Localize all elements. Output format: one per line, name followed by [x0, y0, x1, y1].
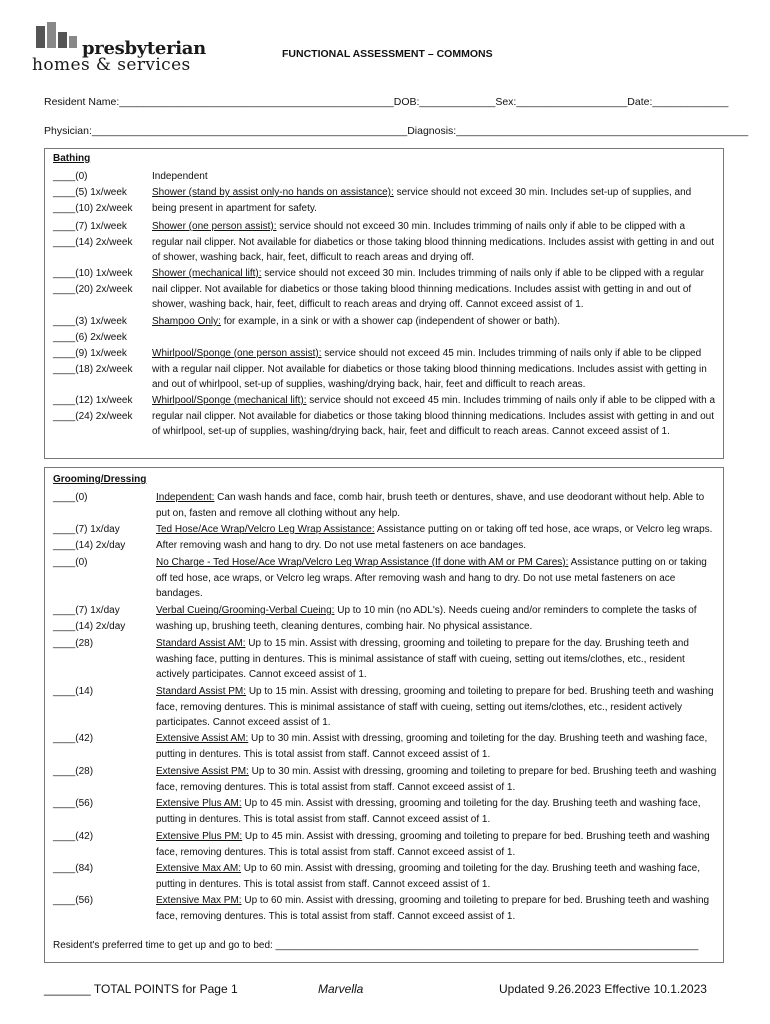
footer-updated: Updated 9.26.2023 Effective 10.1.2023: [499, 982, 707, 996]
grooming-title: Grooming/Dressing: [53, 474, 147, 485]
grooming-pts-2: ____(0): [53, 557, 88, 568]
bathing-title: Bathing: [53, 153, 91, 164]
grooming-pts-11: ____(56): [53, 895, 94, 906]
physician-line: Physician:______________________________________________________Diagnosis:__________________________________________________: [44, 125, 749, 137]
bathing-pts-5: ____(9) 1x/week ____(18) 2x/week: [53, 348, 133, 375]
grooming-pts-4: ____(28): [53, 638, 94, 649]
total-points: _______ TOTAL POINTS for Page 1: [44, 982, 238, 996]
grooming-pts-0: ____(0): [53, 492, 88, 503]
bathing-pts-6: ____(12) 1x/week ____(24) 2x/week: [53, 395, 133, 422]
bathing-pts-0: ____(0): [53, 171, 88, 182]
grooming-pts-8: ____(56): [53, 798, 94, 809]
grooming-item-7: Extensive Assist PM: Up to 30 min. Assist with dressing, grooming and toileting to prepare for bed. Brushing teeth and washing face, removing dentures. This is total assist from staff. Cannot exceed assist of 1.: [156, 766, 717, 793]
bathing-item-1: Shower (stand by assist only-no hands on assistance): service should not exceed 30 min. Includes set-up of supplies, and being present in apartment for safety.: [152, 187, 692, 214]
logo-line2: homes & services: [32, 55, 191, 75]
company-logo: [32, 22, 206, 78]
footer-facility: Marvella: [318, 982, 364, 996]
bathing-item-3: Shower (mechanical lift): service should not exceed 30 min. Includes trimming of nails only if able to be clipped with a regular nail clipper. Not available for diabetics or those taking blood thinning medications. Includes assist with getting in and out of shower, washing back, hair, feet, difficult to reach areas and drying off. Cannot exceed assist of 1.: [152, 268, 704, 311]
bathing-item-2: Shower (one person assist): service should not exceed 30 min. Includes trimming of nails only if able to be clipped with a regular nail clipper. Not available for diabetics or those taking blood thinning medications. Includes assist with getting in and out of shower, washing back, hair, feet, difficult to reach areas and drying off.: [152, 221, 714, 264]
grooming-section: [44, 467, 724, 963]
grooming-item-4: Standard Assist AM: Up to 15 min. Assist with dressing, grooming and toileting to prepare for the day. Brushing teeth and washing face, putting in dentures. This is minimal assistance of staff with cueing, setting out items/clothes, etc., resident actively participates. Cannot exceed assist of 1.: [156, 638, 689, 681]
grooming-item-6: Extensive Assist AM: Up to 30 min. Assist with dressing, grooming and toileting for the day. Brushing teeth and washing face, putting in dentures. This is total assist from staff. Cannot exceed assist of 1.: [156, 733, 708, 760]
grooming-pts-1: ____(7) 1x/day ____(14) 2x/day: [53, 524, 126, 551]
grooming-pts-9: ____(42): [53, 831, 94, 842]
bathing-pts-1: ____(5) 1x/week ____(10) 2x/week: [53, 187, 133, 214]
document-title: FUNCTIONAL ASSESSMENT – COMMONS: [282, 48, 493, 60]
logo-line1: presbyterian: [82, 38, 206, 59]
grooming-item-1: Ted Hose/Ace Wrap/Velcro Leg Wrap Assistance: Assistance putting on or taking off ted hose, ace wraps, or Velcro leg wraps. After removing wash and hang to dry. Do not use metal fasteners on ace bandages.: [156, 524, 713, 551]
bathing-pts-3: ____(10) 1x/week ____(20) 2x/week: [53, 268, 133, 295]
grooming-item-8: Extensive Plus AM: Up to 45 min. Assist with dressing, grooming and toileting for the day. Brushing teeth and washing face, putting in dentures. This is total assist from staff. Cannot exceed assist of 1.: [156, 798, 701, 825]
bathing-item-6: Whirlpool/Sponge (mechanical lift): service should not exceed 45 min. Includes trimming of nails only if able to be clipped with a regular nail clipper. Not available for diabetics or those taking blood thinning medications. Includes assist with getting in and out of whirlpool, set-up of supplies, washing/drying back, hair, feet and difficult to reach areas. Cannot exceed assist of 1.: [152, 395, 716, 438]
bathing-pts-4: ____(3) 1x/week ____(6) 2x/week: [53, 316, 127, 343]
grooming-pts-5: ____(14): [53, 686, 94, 697]
bathing-section: [44, 148, 724, 459]
grooming-pts-10: ____(84): [53, 863, 94, 874]
grooming-item-0: Independent: Can wash hands and face, comb hair, brush teeth or dentures, shave, and use deodorant without help. Able to put on, fasten and remove all clothing without any help.: [156, 492, 705, 519]
grooming-item-10: Extensive Max AM: Up to 60 min. Assist with dressing, grooming and toileting for the day. Brushing teeth and washing face, putting in dentures. This is total assist from staff. Cannot exceed assist of 1.: [156, 863, 700, 890]
bathing-item-0: Independent: [152, 171, 208, 182]
grooming-item-2: No Charge - Ted Hose/Ace Wrap/Velcro Leg Wrap Assistance (If done with AM or PM Cares): Assistance putting on or taking off ted hose, ace wraps, or Velcro leg wraps. After removing wash and hang to dry. Do not use metal fasteners on ace bandages.: [156, 557, 707, 600]
grooming-item-5: Standard Assist PM: Up to 15 min. Assist with dressing, grooming and toileting to prepare for bed. Brushing teeth and washing face, removing dentures. This is minimal assistance of staff with cueing, setting out items/clothes, etc., resident actively participates. Cannot exceed assist of 1.: [156, 686, 714, 729]
house-logo-icon: [32, 22, 78, 54]
grooming-pts-6: ____(42): [53, 733, 94, 744]
resident-info-line: Resident Name:_______________________________________________DOB:_____________Sex:___________________Date:_____________: [44, 96, 729, 108]
grooming-pts-7: ____(28): [53, 766, 94, 777]
bathing-pts-2: ____(7) 1x/week ____(14) 2x/week: [53, 221, 133, 248]
bathing-item-5: Whirlpool/Sponge (one person assist): service should not exceed 45 min. Includes trimming of nails only if able to be clipped with a regular nail clipper. Not available for diabetics or those taking blood thinning medications. Includes assist with getting in and out of whirlpool, set-up of supplies, washing/drying back, hair, feet and difficult to reach areas.: [152, 348, 707, 391]
grooming-pts-3: ____(7) 1x/day ____(14) 2x/day: [53, 605, 126, 632]
grooming-item-9: Extensive Plus PM: Up to 45 min. Assist with dressing, grooming and toileting to prepare for bed. Brushing teeth and washing face, removing dentures. This is total assist from staff. Cannot exceed assist of 1.: [156, 831, 710, 858]
grooming-item-3: Verbal Cueing/Grooming-Verbal Cueing: Up to 10 min (no ADL's). Needs cueing and/or reminders to complete the tasks of washing up, brushing teeth, cleaning dentures, combing hair. No physical assistance.: [156, 605, 697, 632]
preferred-time-line: Resident's preferred time to get up and go to bed: ____________________________________________________________________________: [53, 940, 699, 951]
bathing-item-4: Shampoo Only: for example, in a sink or with a shower cap (independent of shower or bath).: [152, 316, 561, 327]
grooming-item-11: Extensive Max PM: Up to 60 min. Assist with dressing, grooming and toileting to prepare for bed. Brushing teeth and washing face, removing dentures. This is total assist from staff. Cannot exceed assist of 1.: [156, 895, 710, 922]
